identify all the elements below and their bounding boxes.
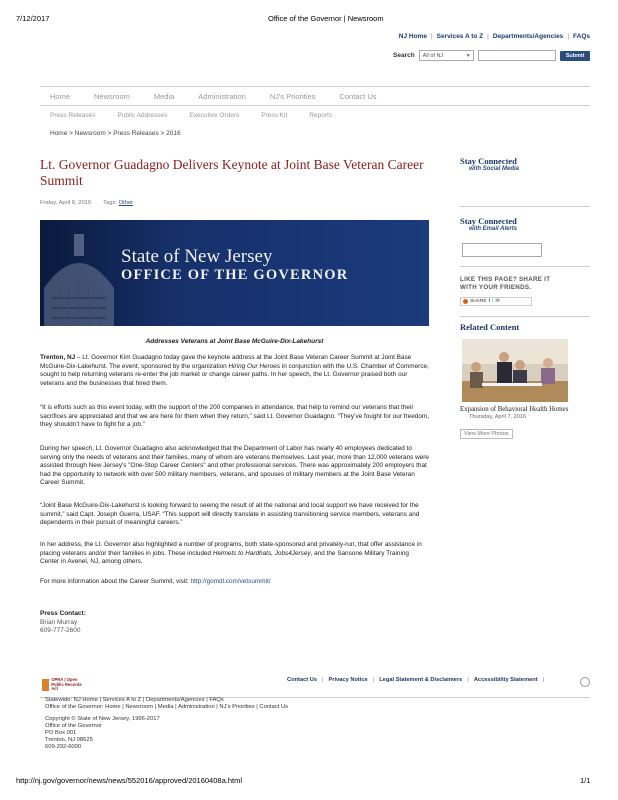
top-link-services[interactable]: Services A to Z xyxy=(436,33,484,40)
address-phone: 609-292-6000 xyxy=(45,744,82,751)
p1-italic: Hiring Our Heroes xyxy=(228,362,281,370)
nav-administration[interactable]: Administration xyxy=(198,91,246,101)
share-button[interactable] xyxy=(460,297,532,306)
top-link-departments[interactable]: Departments/Agencies xyxy=(492,33,564,40)
stay-connected-email-heading: Stay Connected xyxy=(460,216,517,226)
related-caption[interactable]: Expansion of Behavioral Health Homes xyxy=(460,406,569,413)
paragraph-3: During her speech, Lt. Governor Guadagno also acknowledged that the Department of Labor has nearly 40 employees dedicated to serving only the needs of veterans and their families, many of whom are veterans themselves. Last year, more than 12,000 veterans were assisted through New Jersey's "One-Stop Career Centers" and other professional services. There was approximately 200 employers that had the opportunity to network with over 500 military members, veterans, and spouses of military members at the Joint Base Veteran Career Summit. xyxy=(40,445,429,487)
view-more-photos-button[interactable]: View More Photos xyxy=(460,429,513,439)
state-seal-icon xyxy=(580,677,590,687)
opra-logo[interactable] xyxy=(42,677,82,693)
search-bar xyxy=(393,50,590,61)
paragraph-4: “Joint Base McGuire-Dix-Lakehurst is looking forward to seeing the result of all the national and local support we have received for the summit,” said Capt. Joseph Guerra, USAF. “This support will directly translate in assisting transitioning service members, veterans and dependents in their pursuit of meaningful careers.” xyxy=(40,502,420,527)
subnav-reports[interactable]: Reports xyxy=(309,112,333,119)
press-contact-name: Brian Murray xyxy=(40,618,78,626)
print-page: 1/1 xyxy=(580,776,591,785)
opra-line-2: Public Records Act xyxy=(51,681,82,692)
chevron-down-icon: ▾ xyxy=(466,52,470,59)
nav-contact[interactable]: Contact Us xyxy=(339,91,377,101)
social-media-link[interactable]: with Social Media xyxy=(469,166,520,172)
footer-nav-text xyxy=(45,697,288,711)
opra-icon xyxy=(42,679,49,691)
paragraph-6 xyxy=(40,578,429,587)
p5-italic: Helmets to Hardhats, Jobs4Jersey xyxy=(212,549,311,557)
subnav-press-kit[interactable]: Press Kit xyxy=(261,112,288,119)
p5-text-b: , and the Sansone Military Training Center in Avenel, NJ, among others. xyxy=(40,549,409,566)
nav-home[interactable]: Home xyxy=(50,91,71,101)
breadcrumb[interactable]: Home > Newsroom > Press Releases > 2016 xyxy=(50,130,181,137)
share-line-1: LIKE THIS PAGE? SHARE IT xyxy=(460,276,551,283)
summit-link[interactable]: http://gomdl.com/vetsummit/ xyxy=(190,578,271,585)
sidebar-divider xyxy=(460,206,590,207)
copyright: Copyright © State of New Jersey, 1996-2017 xyxy=(45,716,160,722)
related-photo[interactable] xyxy=(462,339,568,402)
nav-newsroom[interactable]: Newsroom xyxy=(94,91,130,101)
paragraph-1 xyxy=(40,354,429,388)
footer-address xyxy=(45,716,160,751)
statewide-links[interactable]: Statewide: NJ Home | Services A to Z | Departments/Agencies | FAQs xyxy=(45,697,224,703)
print-url: http://nj.gov/governor/news/news/552016/approved/20160408a.html xyxy=(16,776,242,785)
top-link-nj-home[interactable]: NJ Home xyxy=(398,33,427,40)
p5-text-a: In her address, the Lt. Governor also highlighted a number of programs, both state-sponsored and privately-run, that offer assistance in placing veterans and/or their families in jobs. These included xyxy=(40,541,422,557)
address-line-1: Office of the Governor xyxy=(45,723,102,730)
press-contact xyxy=(40,610,86,636)
address-line-3: Trenton, NJ 08625 xyxy=(45,737,93,744)
email-alerts-link[interactable]: with Email Alerts xyxy=(469,226,518,232)
footer-links: Contact Us | Privacy Notice | Legal Statement & Disclaimers | Accessibility Statement | xyxy=(287,677,545,683)
footer-accessibility[interactable]: Accessibility Statement xyxy=(473,677,538,683)
banner-office-name: OFFICE OF THE GOVERNOR xyxy=(121,267,349,283)
article-subhead: Addresses Veterans at Joint Base McGuire-Dix-Lakehurst xyxy=(145,338,324,345)
subnav-press-releases[interactable]: Press Releases xyxy=(50,112,96,119)
share-button-label: SHARE xyxy=(470,299,487,304)
dateline: Trenton, NJ xyxy=(40,354,76,361)
facebook-icon: f xyxy=(488,299,491,304)
paragraph-2: “It is efforts such as this event today, with the support of the 200 companies in attendance, that help to remind our veterans that their sacrifices are appreciated and that we are here for them when they return,” said Lt. Governor Guadagno. “They’ve fought for our freedom, they shouldn’t have to fight for a job.” xyxy=(40,404,429,429)
share-prompt xyxy=(460,276,550,292)
print-title: Office of the Governor | Newsroom xyxy=(268,14,384,23)
footer-legal[interactable]: Legal Statement & Disclaimers xyxy=(379,677,463,683)
article-title: Lt. Governor Guadagno Delivers Keynote at Joint Base Veteran Career Summit xyxy=(40,157,424,188)
paragraph-5 xyxy=(40,541,429,567)
p1-text-b: in conjunction with the U.S. Chamber of Commerce, sought to help returning veterans re-enter the job market or change career paths. In her speech, the Lt. Governor praised both our veterans and the businesses that hired them. xyxy=(40,362,429,387)
nav-media[interactable]: Media xyxy=(153,91,175,101)
email-icon: ✉ xyxy=(495,299,500,304)
tag-link[interactable]: Other xyxy=(118,200,134,206)
related-photo-image xyxy=(462,339,568,402)
sub-nav xyxy=(50,112,332,119)
nav-priorities[interactable]: NJ's Priorities xyxy=(269,91,316,101)
share-icon xyxy=(463,299,468,304)
twitter-icon: t xyxy=(492,299,494,304)
opra-line-1: OPRA | Open xyxy=(51,676,78,682)
sidebar-divider xyxy=(460,266,590,267)
tags-label: Tags: xyxy=(103,200,117,206)
capitol-dome-icon xyxy=(40,228,124,326)
related-date: Thursday, April 7, 2016 xyxy=(469,414,527,420)
subnav-public-addresses[interactable]: Public Addresses xyxy=(117,112,168,119)
office-links[interactable]: Office of the Governor: Home | Newsroom | Media | Administration | NJ's Priorities | Contact Us xyxy=(45,704,289,711)
p1-text-a: – Lt. Governor Kim Guadagno today gave the keynote address at the Joint Base Veteran Career Summit at Joint Base McGuire-Dix-Lakehurst. The event, sponsored by the organization xyxy=(40,354,412,370)
p6-text: For more information about the Career Summit, visit: xyxy=(40,578,191,585)
footer-privacy[interactable]: Privacy Notice xyxy=(328,677,368,683)
top-link-faqs[interactable]: FAQs xyxy=(573,33,590,40)
banner-state-name: State of New Jersey xyxy=(121,246,273,267)
search-scope-select[interactable] xyxy=(419,50,474,61)
main-nav xyxy=(40,86,590,106)
office-banner xyxy=(40,220,429,326)
press-contact-label: Press Contact: xyxy=(40,610,86,617)
print-date: 7/12/2017 xyxy=(16,14,50,23)
email-input[interactable] xyxy=(462,243,542,257)
stay-connected-social-heading: Stay Connected xyxy=(460,156,517,166)
subnav-executive-orders[interactable]: Executive Orders xyxy=(189,112,240,119)
sidebar-divider xyxy=(460,316,590,317)
footer-contact-us[interactable]: Contact Us xyxy=(287,677,318,683)
search-submit-button[interactable]: Submit xyxy=(560,51,591,61)
press-contact-phone: 609-777-2600 xyxy=(40,627,81,634)
search-input[interactable] xyxy=(478,50,556,61)
search-scope-value: All of NJ xyxy=(422,52,444,59)
article-date: Friday, April 8, 2016 xyxy=(40,200,92,206)
top-links: NJ Home | Services A to Z | Departments/Agencies | FAQs xyxy=(398,33,590,40)
related-content-heading: Related Content xyxy=(460,322,520,332)
search-label: Search xyxy=(393,52,415,59)
article-meta xyxy=(40,200,133,206)
share-line-2: WITH YOUR FRIENDS. xyxy=(460,284,532,291)
address-line-2: PO Box 001 xyxy=(45,730,77,737)
